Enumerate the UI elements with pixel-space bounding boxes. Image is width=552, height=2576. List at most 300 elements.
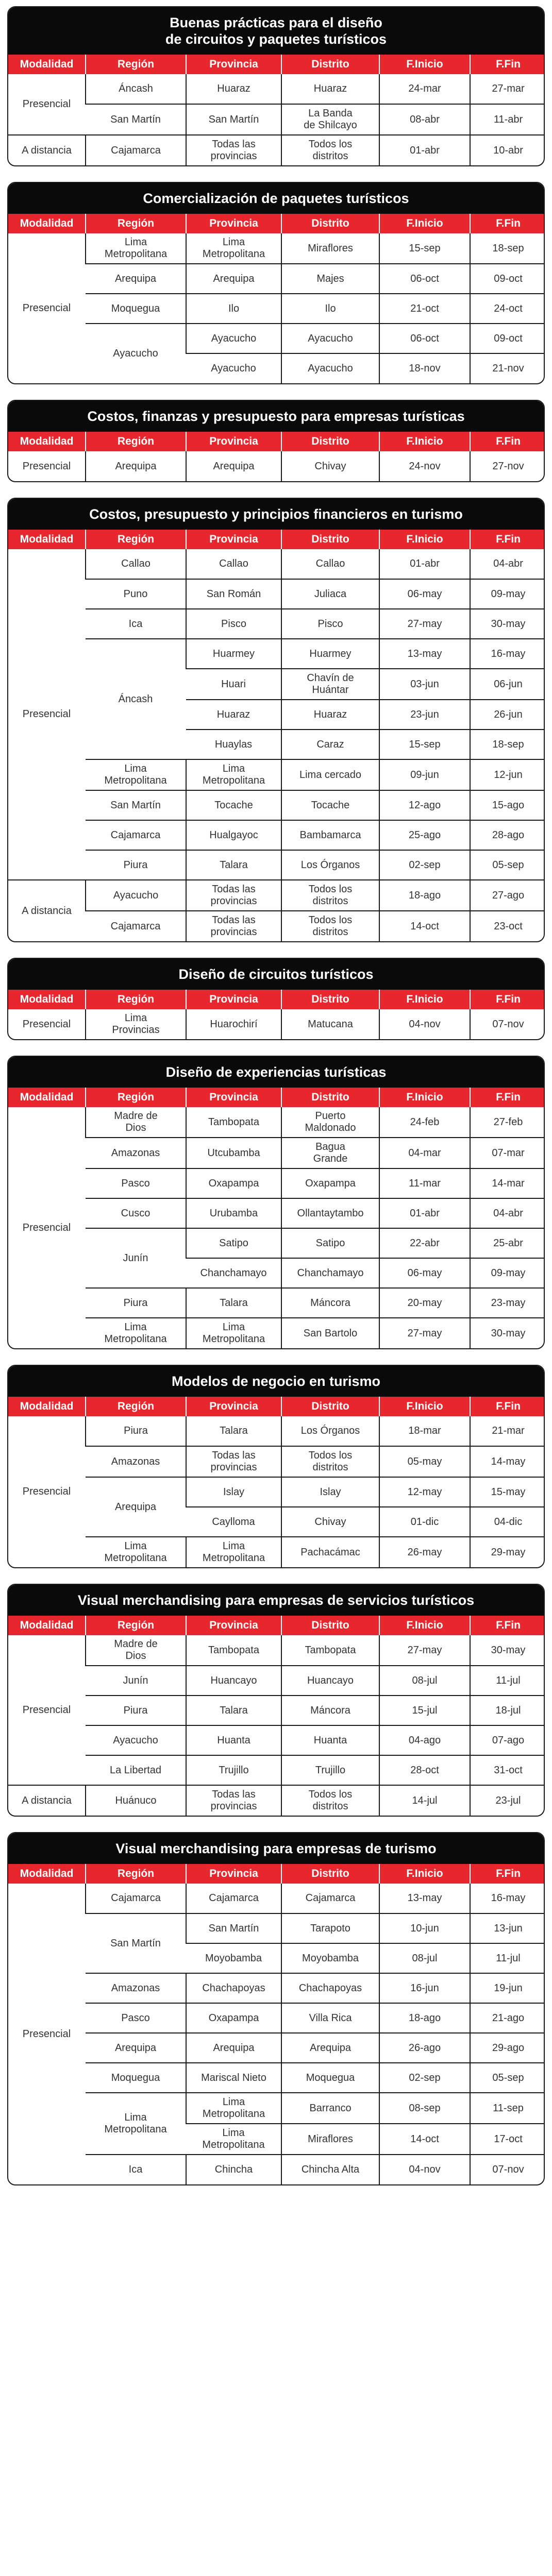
- course-title: Diseño de experiencias turísticas: [8, 1057, 544, 1088]
- fecha-fin-cell: 12-jun: [470, 759, 545, 790]
- region-cell: La Libertad: [86, 1755, 186, 1785]
- header-provincia: Provincia: [186, 55, 281, 74]
- header-modalidad: Modalidad: [8, 990, 86, 1009]
- table-row: [8, 1537, 545, 1567]
- distrito-cell: Barranco: [281, 2093, 379, 2124]
- distrito-cell: Tambopata: [281, 1635, 379, 1666]
- provincia-cell: Mariscal Nieto: [186, 2063, 281, 2093]
- distrito-cell: Chivay: [281, 451, 379, 481]
- header-region: Región: [86, 432, 186, 451]
- table-row: [8, 233, 545, 264]
- region-cell: Arequipa: [86, 264, 186, 294]
- distrito-cell: Todos los distritos: [281, 880, 379, 911]
- table-row: [8, 1318, 545, 1348]
- header-region: Región: [86, 55, 186, 74]
- distrito-cell: Oxapampa: [281, 1168, 379, 1198]
- fecha-inicio-cell: 12-ago: [379, 790, 470, 820]
- table-row: [8, 264, 545, 294]
- region-cell: Amazonas: [86, 1973, 186, 2003]
- table-header-row: [8, 1397, 545, 1416]
- region-cell: Arequipa: [86, 1477, 186, 1537]
- distrito-cell: Los Órganos: [281, 850, 379, 880]
- fecha-inicio-cell: 02-sep: [379, 850, 470, 880]
- provincia-cell: Arequipa: [186, 2033, 281, 2063]
- modalidad-cell: Presencial: [22, 460, 71, 472]
- fecha-fin-cell: 30-may: [470, 609, 545, 639]
- header-region: Región: [86, 990, 186, 1009]
- distrito-cell: Los Órganos: [281, 1416, 379, 1446]
- fecha-fin-cell: 25-abr: [470, 1228, 545, 1258]
- table-row: [8, 549, 545, 579]
- fecha-fin-cell: 18-jul: [470, 1696, 545, 1725]
- provincia-cell: Callao: [186, 549, 281, 579]
- fecha-inicio-cell: 06-oct: [379, 324, 470, 353]
- fecha-inicio-cell: 18-ago: [379, 2003, 470, 2033]
- header-fecha-fin: F.Fin: [470, 990, 545, 1009]
- table-row: [8, 451, 545, 481]
- distrito-cell: San Bartolo: [281, 1318, 379, 1348]
- region-cell: Moquegua: [86, 2063, 186, 2093]
- provincia-cell: Huaraz: [186, 74, 281, 104]
- fecha-fin-cell: 04-abr: [470, 549, 545, 579]
- header-provincia: Provincia: [186, 1397, 281, 1416]
- header-provincia: Provincia: [186, 1616, 281, 1635]
- provincia-cell: Talara: [186, 850, 281, 880]
- header-region: Región: [86, 214, 186, 233]
- fecha-inicio-cell: 14-oct: [379, 2124, 470, 2155]
- provincia-cell: Lima Metropolitana: [186, 2093, 281, 2124]
- provincia-cell: Tambopata: [186, 1107, 281, 1138]
- distrito-cell: Ayacucho: [281, 353, 379, 383]
- header-provincia: Provincia: [186, 1864, 281, 1884]
- fecha-fin-cell: 09-oct: [470, 324, 545, 353]
- header-fecha-fin: F.Fin: [470, 214, 545, 233]
- header-provincia: Provincia: [186, 1088, 281, 1107]
- provincia-cell: Satipo: [186, 1228, 281, 1258]
- header-fecha-fin: F.Fin: [470, 1088, 545, 1107]
- distrito-cell: Miraflores: [281, 233, 379, 264]
- provincia-cell: Utcubamba: [186, 1138, 281, 1168]
- fecha-inicio-cell: 16-jun: [379, 1973, 470, 2003]
- region-cell: Huánuco: [86, 1785, 186, 1816]
- course-card: [7, 1056, 545, 1349]
- distrito-cell: Miraflores: [281, 2124, 379, 2155]
- distrito-cell: Bambamarca: [281, 820, 379, 850]
- distrito-cell: Máncora: [281, 1696, 379, 1725]
- distrito-cell: Todos los distritos: [281, 1785, 379, 1816]
- provincia-cell: Urubamba: [186, 1198, 281, 1228]
- fecha-fin-cell: 21-mar: [470, 1416, 545, 1446]
- table-row: [8, 1198, 545, 1228]
- fecha-fin-cell: 14-mar: [470, 1168, 545, 1198]
- provincia-cell: Moyobamba: [186, 1943, 281, 1973]
- course-card: [7, 958, 545, 1040]
- fecha-fin-cell: 04-dic: [470, 1507, 545, 1537]
- fecha-inicio-cell: 15-jul: [379, 1696, 470, 1725]
- region-cell: Ayacucho: [86, 880, 186, 911]
- fecha-fin-cell: 23-oct: [470, 911, 545, 941]
- header-region: Región: [86, 1397, 186, 1416]
- header-distrito: Distrito: [281, 990, 379, 1009]
- distrito-cell: Matucana: [281, 1009, 379, 1039]
- fecha-fin-cell: 27-mar: [470, 74, 545, 104]
- distrito-cell: Chincha Alta: [281, 2155, 379, 2184]
- provincia-cell: Huanta: [186, 1725, 281, 1755]
- fecha-inicio-cell: 13-may: [379, 1884, 470, 1913]
- fecha-inicio-cell: 03-jun: [379, 669, 470, 700]
- schedule-table: [8, 1088, 545, 1348]
- region-cell: San Martín: [86, 104, 186, 135]
- fecha-inicio-cell: 18-mar: [379, 1416, 470, 1446]
- fecha-inicio-cell: 01-abr: [379, 549, 470, 579]
- distrito-cell: Máncora: [281, 1288, 379, 1318]
- fecha-inicio-cell: 27-may: [379, 609, 470, 639]
- fecha-fin-cell: 09-may: [470, 1258, 545, 1288]
- fecha-inicio-cell: 28-oct: [379, 1755, 470, 1785]
- course-card: [7, 1832, 545, 2185]
- provincia-cell: Pisco: [186, 609, 281, 639]
- provincia-cell: San Román: [186, 579, 281, 609]
- fecha-fin-cell: 27-ago: [470, 880, 545, 911]
- region-cell: Áncash: [86, 74, 186, 104]
- table-row: [8, 1416, 545, 1446]
- course-card: [7, 498, 545, 942]
- fecha-inicio-cell: 08-jul: [379, 1666, 470, 1696]
- course-title: Visual merchandising para empresas de servicios turísticos: [8, 1585, 544, 1616]
- region-cell: San Martín: [86, 1913, 186, 1973]
- distrito-cell: Chavín de Huántar: [281, 669, 379, 700]
- fecha-inicio-cell: 04-nov: [379, 1009, 470, 1039]
- modalidad-cell: A distancia: [8, 880, 86, 941]
- header-fecha-inicio: F.Inicio: [379, 1616, 470, 1635]
- fecha-inicio-cell: 02-sep: [379, 2063, 470, 2093]
- distrito-cell: Moquegua: [281, 2063, 379, 2093]
- distrito-cell: Villa Rica: [281, 2003, 379, 2033]
- fecha-fin-cell: 16-may: [470, 1884, 545, 1913]
- header-fecha-inicio: F.Inicio: [379, 530, 470, 549]
- fecha-inicio-cell: 10-jun: [379, 1913, 470, 1943]
- provincia-cell: Huarochirí: [186, 1009, 281, 1039]
- region-cell: Lima Metropolitana: [86, 1318, 186, 1348]
- header-provincia: Provincia: [186, 214, 281, 233]
- fecha-inicio-cell: 14-oct: [379, 911, 470, 941]
- fecha-inicio-cell: 27-may: [379, 1318, 470, 1348]
- modalidad-cell: A distancia: [8, 135, 86, 165]
- header-fecha-fin: F.Fin: [470, 1616, 545, 1635]
- header-provincia: Provincia: [186, 530, 281, 549]
- fecha-fin-cell: 27-nov: [470, 451, 545, 481]
- distrito-cell: Ilo: [281, 294, 379, 324]
- fecha-inicio-cell: 06-may: [379, 579, 470, 609]
- modalidad-cell: Presencial: [22, 1486, 71, 1497]
- region-cell: Moquegua: [86, 294, 186, 324]
- course-title: Costos, finanzas y presupuesto para empresas turísticas: [8, 401, 544, 432]
- region-cell: Madre de Dios: [86, 1107, 186, 1138]
- region-cell: Amazonas: [86, 1446, 186, 1477]
- table-row: [8, 2003, 545, 2033]
- table-row: [8, 759, 545, 790]
- header-fecha-fin: F.Fin: [470, 1397, 545, 1416]
- provincia-cell: Oxapampa: [186, 1168, 281, 1198]
- region-cell: Piura: [86, 1416, 186, 1446]
- region-cell: Ica: [86, 2155, 186, 2184]
- fecha-fin-cell: 18-sep: [470, 233, 545, 264]
- region-cell: Pasco: [86, 2003, 186, 2033]
- distrito-cell: Islay: [281, 1477, 379, 1507]
- provincia-cell: Todas las provincias: [186, 1785, 281, 1816]
- provincia-cell: Huaylas: [186, 730, 281, 759]
- fecha-fin-cell: 07-ago: [470, 1725, 545, 1755]
- distrito-cell: Tarapoto: [281, 1913, 379, 1943]
- fecha-fin-cell: 05-sep: [470, 2063, 545, 2093]
- table-row: [8, 1785, 545, 1816]
- fecha-fin-cell: 23-may: [470, 1288, 545, 1318]
- region-cell: Lima Metropolitana: [86, 759, 186, 790]
- fecha-inicio-cell: 01-abr: [379, 135, 470, 165]
- distrito-cell: Chanchamayo: [281, 1258, 379, 1288]
- region-cell: Cusco: [86, 1198, 186, 1228]
- table-row: [8, 1696, 545, 1725]
- schedule-table: [8, 214, 545, 383]
- table-row: [8, 639, 545, 669]
- fecha-inicio-cell: 06-oct: [379, 264, 470, 294]
- region-cell: Piura: [86, 1288, 186, 1318]
- provincia-cell: Todas las provincias: [186, 135, 281, 165]
- modalidad-cell: Presencial: [22, 2028, 71, 2040]
- distrito-cell: Trujillo: [281, 1755, 379, 1785]
- provincia-cell: Chincha: [186, 2155, 281, 2184]
- header-modalidad: Modalidad: [8, 1397, 86, 1416]
- table-row: [8, 294, 545, 324]
- header-modalidad: Modalidad: [8, 1864, 86, 1884]
- table-header-row: [8, 1088, 545, 1107]
- table-row: [8, 104, 545, 135]
- fecha-fin-cell: 31-oct: [470, 1755, 545, 1785]
- table-row: [8, 880, 545, 911]
- provincia-cell: Huancayo: [186, 1666, 281, 1696]
- schedule-table: [8, 990, 545, 1039]
- table-row: [8, 820, 545, 850]
- provincia-cell: Huarmey: [186, 639, 281, 669]
- header-distrito: Distrito: [281, 214, 379, 233]
- distrito-cell: Moyobamba: [281, 1943, 379, 1973]
- header-provincia: Provincia: [186, 432, 281, 451]
- table-row: [8, 1635, 545, 1666]
- fecha-inicio-cell: 24-feb: [379, 1107, 470, 1138]
- distrito-cell: Majes: [281, 264, 379, 294]
- fecha-fin-cell: 27-feb: [470, 1107, 545, 1138]
- fecha-fin-cell: 07-nov: [470, 2155, 545, 2184]
- fecha-inicio-cell: 12-may: [379, 1477, 470, 1507]
- fecha-inicio-cell: 18-nov: [379, 353, 470, 383]
- region-cell: Callao: [86, 549, 186, 579]
- header-fecha-inicio: F.Inicio: [379, 55, 470, 74]
- region-cell: Pasco: [86, 1168, 186, 1198]
- header-fecha-inicio: F.Inicio: [379, 1397, 470, 1416]
- fecha-inicio-cell: 01-abr: [379, 1198, 470, 1228]
- fecha-fin-cell: 30-may: [470, 1635, 545, 1666]
- header-modalidad: Modalidad: [8, 214, 86, 233]
- fecha-fin-cell: 04-abr: [470, 1198, 545, 1228]
- provincia-cell: Todas las provincias: [186, 1446, 281, 1477]
- header-modalidad: Modalidad: [8, 1088, 86, 1107]
- fecha-fin-cell: 24-oct: [470, 294, 545, 324]
- provincia-cell: Talara: [186, 1696, 281, 1725]
- fecha-fin-cell: 17-oct: [470, 2124, 545, 2155]
- fecha-fin-cell: 11-jul: [470, 1666, 545, 1696]
- region-cell: Cajamarca: [86, 911, 186, 941]
- provincia-cell: Lima Metropolitana: [186, 233, 281, 264]
- header-region: Región: [86, 1616, 186, 1635]
- provincia-cell: San Martín: [186, 1913, 281, 1943]
- header-distrito: Distrito: [281, 1864, 379, 1884]
- fecha-fin-cell: 07-nov: [470, 1009, 545, 1039]
- header-distrito: Distrito: [281, 1088, 379, 1107]
- table-header-row: [8, 530, 545, 549]
- table-header-row: [8, 990, 545, 1009]
- fecha-inicio-cell: 24-mar: [379, 74, 470, 104]
- header-provincia: Provincia: [186, 990, 281, 1009]
- fecha-inicio-cell: 26-may: [379, 1537, 470, 1567]
- fecha-fin-cell: 06-jun: [470, 669, 545, 700]
- distrito-cell: Callao: [281, 549, 379, 579]
- fecha-inicio-cell: 08-sep: [379, 2093, 470, 2124]
- fecha-inicio-cell: 01-dic: [379, 1507, 470, 1537]
- table-row: [8, 1168, 545, 1198]
- distrito-cell: Arequipa: [281, 2033, 379, 2063]
- table-row: [8, 1446, 545, 1477]
- fecha-inicio-cell: 04-mar: [379, 1138, 470, 1168]
- modalidad-cell: Presencial: [22, 708, 71, 720]
- modalidad-cell: Presencial: [22, 1222, 71, 1233]
- table-row: [8, 2155, 545, 2184]
- modalidad-cell: Presencial: [22, 302, 71, 314]
- table-row: [8, 2033, 545, 2063]
- table-row: [8, 74, 545, 104]
- fecha-inicio-cell: 05-may: [379, 1446, 470, 1477]
- table-row: [8, 1666, 545, 1696]
- course-title: Visual merchandising para empresas de turismo: [8, 1833, 544, 1864]
- table-row: [8, 1725, 545, 1755]
- region-cell: Arequipa: [86, 2033, 186, 2063]
- table-row: [8, 2093, 545, 2124]
- provincia-cell: Ayacucho: [186, 324, 281, 353]
- fecha-fin-cell: 15-ago: [470, 790, 545, 820]
- fecha-inicio-cell: 27-may: [379, 1635, 470, 1666]
- schedule-table: [8, 432, 545, 481]
- table-row: [8, 1755, 545, 1785]
- header-modalidad: Modalidad: [8, 55, 86, 74]
- header-fecha-fin: F.Fin: [470, 432, 545, 451]
- distrito-cell: Lima cercado: [281, 759, 379, 790]
- fecha-fin-cell: 19-jun: [470, 1973, 545, 2003]
- fecha-fin-cell: 21-nov: [470, 353, 545, 383]
- fecha-fin-cell: 15-may: [470, 1477, 545, 1507]
- region-cell: San Martín: [86, 790, 186, 820]
- header-distrito: Distrito: [281, 55, 379, 74]
- header-fecha-inicio: F.Inicio: [379, 1864, 470, 1884]
- table-header-row: [8, 1864, 545, 1884]
- provincia-cell: Cajamarca: [186, 1884, 281, 1913]
- fecha-inicio-cell: 23-jun: [379, 700, 470, 730]
- provincia-cell: Todas las provincias: [186, 911, 281, 941]
- fecha-fin-cell: 26-jun: [470, 700, 545, 730]
- fecha-fin-cell: 29-may: [470, 1537, 545, 1567]
- table-row: [8, 1288, 545, 1318]
- distrito-cell: Tocache: [281, 790, 379, 820]
- header-fecha-fin: F.Fin: [470, 530, 545, 549]
- fecha-inicio-cell: 15-sep: [379, 730, 470, 759]
- region-cell: Junín: [86, 1666, 186, 1696]
- table-row: [8, 1973, 545, 2003]
- provincia-cell: Hualgayoc: [186, 820, 281, 850]
- region-cell: Cajamarca: [86, 135, 186, 165]
- header-fecha-fin: F.Fin: [470, 1864, 545, 1884]
- table-row: [8, 1913, 545, 1943]
- fecha-fin-cell: 07-mar: [470, 1138, 545, 1168]
- header-distrito: Distrito: [281, 432, 379, 451]
- region-cell: Lima Metropolitana: [86, 2093, 186, 2155]
- header-region: Región: [86, 1088, 186, 1107]
- table-row: [8, 579, 545, 609]
- course-title: Buenas prácticas para el diseño de circuitos y paquetes turísticos: [8, 7, 544, 55]
- header-fecha-inicio: F.Inicio: [379, 214, 470, 233]
- distrito-cell: Caraz: [281, 730, 379, 759]
- region-cell: Lima Metropolitana: [86, 233, 186, 264]
- distrito-cell: Pisco: [281, 609, 379, 639]
- provincia-cell: Huaraz: [186, 700, 281, 730]
- course-card: [7, 400, 545, 482]
- table-header-row: [8, 55, 545, 74]
- fecha-inicio-cell: 06-may: [379, 1258, 470, 1288]
- table-header-row: [8, 432, 545, 451]
- header-fecha-inicio: F.Inicio: [379, 432, 470, 451]
- provincia-cell: Huari: [186, 669, 281, 700]
- region-cell: Ayacucho: [86, 1725, 186, 1755]
- provincia-cell: Lima Metropolitana: [186, 2124, 281, 2155]
- header-modalidad: Modalidad: [8, 530, 86, 549]
- distrito-cell: Satipo: [281, 1228, 379, 1258]
- fecha-fin-cell: 14-may: [470, 1446, 545, 1477]
- region-cell: Áncash: [86, 639, 186, 759]
- distrito-cell: Puerto Maldonado: [281, 1107, 379, 1138]
- fecha-fin-cell: 10-abr: [470, 135, 545, 165]
- header-fecha-fin: F.Fin: [470, 55, 545, 74]
- fecha-inicio-cell: 24-nov: [379, 451, 470, 481]
- schedule-table: [8, 1397, 545, 1567]
- region-cell: Junín: [86, 1228, 186, 1288]
- header-distrito: Distrito: [281, 1397, 379, 1416]
- fecha-inicio-cell: 21-oct: [379, 294, 470, 324]
- provincia-cell: Ilo: [186, 294, 281, 324]
- table-header-row: [8, 1616, 545, 1635]
- provincia-cell: Tocache: [186, 790, 281, 820]
- distrito-cell: Ollantaytambo: [281, 1198, 379, 1228]
- distrito-cell: La Banda de Shilcayo: [281, 104, 379, 135]
- region-cell: Lima Metropolitana: [86, 1537, 186, 1567]
- header-fecha-inicio: F.Inicio: [379, 990, 470, 1009]
- fecha-inicio-cell: 26-ago: [379, 2033, 470, 2063]
- region-cell: Amazonas: [86, 1138, 186, 1168]
- provincia-cell: Oxapampa: [186, 2003, 281, 2033]
- table-row: [8, 1228, 545, 1258]
- header-distrito: Distrito: [281, 1616, 379, 1635]
- provincia-cell: Chachapoyas: [186, 1973, 281, 2003]
- region-cell: Puno: [86, 579, 186, 609]
- table-header-row: [8, 214, 545, 233]
- course-card: [7, 182, 545, 384]
- modalidad-cell: Presencial: [22, 1018, 71, 1030]
